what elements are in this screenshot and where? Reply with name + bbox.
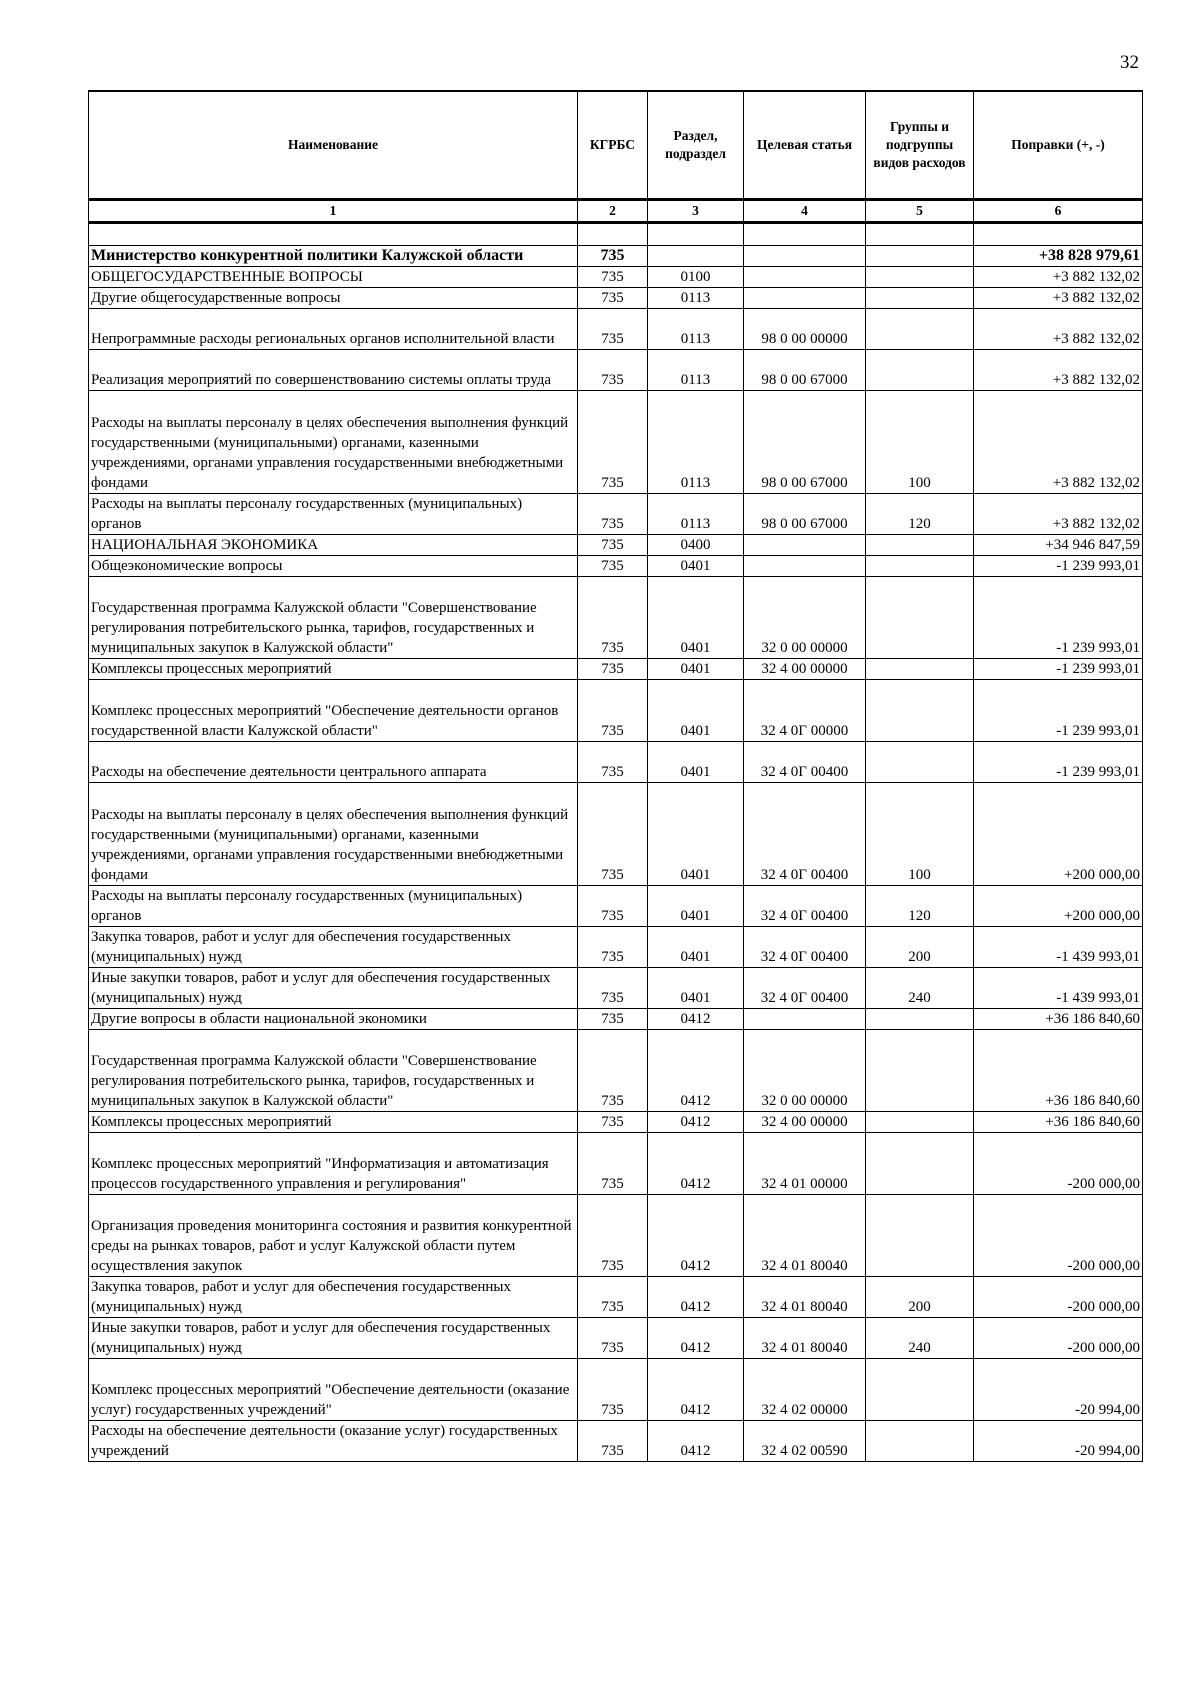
row-amount-cell: -1 239 993,01 — [974, 680, 1143, 742]
row-name-cell: Другие вопросы в области национальной экономики — [89, 1009, 578, 1030]
row-amount-cell: -200 000,00 — [974, 1318, 1143, 1359]
row-name-cell: Комплекс процессных мероприятий "Обеспечение деятельности органов государственной власти Калужской области" — [89, 680, 578, 742]
row-kgrbs-cell: 735 — [578, 1009, 648, 1030]
row-kgrbs-cell: 735 — [578, 659, 648, 680]
row-group-cell: 120 — [866, 494, 974, 535]
row-name-cell: Иные закупки товаров, работ и услуг для обеспечения государственных (муниципальных) нужд — [89, 968, 578, 1009]
row-target-cell: 32 4 01 80040 — [744, 1318, 866, 1359]
row-name-cell: Иные закупки товаров, работ и услуг для обеспечения государственных (муниципальных) нужд — [89, 1318, 578, 1359]
row-target-cell: 98 0 00 67000 — [744, 494, 866, 535]
row-name-cell: Расходы на обеспечение деятельности центрального аппарата — [89, 742, 578, 783]
table-row — [89, 1112, 1143, 1133]
row-target-cell: 98 0 00 67000 — [744, 391, 866, 494]
spacer-row — [89, 223, 1143, 246]
row-amount-cell: -20 994,00 — [974, 1421, 1143, 1462]
row-group-cell — [866, 309, 974, 350]
row-amount-cell: -200 000,00 — [974, 1133, 1143, 1195]
row-kgrbs-cell: 735 — [578, 494, 648, 535]
table-row — [89, 1421, 1143, 1462]
row-amount-cell: -200 000,00 — [974, 1195, 1143, 1277]
row-section-cell: 0400 — [648, 535, 744, 556]
row-group-cell — [866, 1009, 974, 1030]
table-row — [89, 309, 1143, 350]
row-section-cell: 0412 — [648, 1318, 744, 1359]
row-name-cell: Расходы на выплаты персоналу государственных (муниципальных) органов — [89, 494, 578, 535]
column-header-target: Целевая статья — [744, 91, 866, 200]
row-target-cell: 32 4 01 80040 — [744, 1277, 866, 1318]
row-name-cell: Закупка товаров, работ и услуг для обеспечения государственных (муниципальных) нужд — [89, 1277, 578, 1318]
row-amount-cell: +200 000,00 — [974, 783, 1143, 886]
row-name-cell: Государственная программа Калужской области "Совершенствование регулирования потребительского рынка, тарифов, государственных и муниципальных закупок в Калужской области" — [89, 577, 578, 659]
row-group-cell — [866, 350, 974, 391]
row-amount-cell: +3 882 132,02 — [974, 309, 1143, 350]
row-name-cell: Расходы на выплаты персоналу в целях обеспечения выполнения функций государственными (муниципальными) органами, казенными учреждениями, органами управления государственными внебюджетными фондами — [89, 391, 578, 494]
row-kgrbs-cell: 735 — [578, 246, 648, 267]
row-name-cell: Реализация мероприятий по совершенствованию системы оплаты труда — [89, 350, 578, 391]
row-kgrbs-cell: 735 — [578, 968, 648, 1009]
row-name-cell: НАЦИОНАЛЬНАЯ ЭКОНОМИКА — [89, 535, 578, 556]
row-name-cell: Государственная программа Калужской области "Совершенствование регулирования потребительского рынка, тарифов, государственных и муниципальных закупок в Калужской области" — [89, 1030, 578, 1112]
row-kgrbs-cell: 735 — [578, 1112, 648, 1133]
table-row — [89, 288, 1143, 309]
row-target-cell: 32 4 0Г 00400 — [744, 742, 866, 783]
column-header-section: Раздел, подраздел — [648, 91, 744, 200]
row-name-cell: Закупка товаров, работ и услуг для обеспечения государственных (муниципальных) нужд — [89, 927, 578, 968]
row-group-cell: 100 — [866, 391, 974, 494]
row-kgrbs-cell: 735 — [578, 783, 648, 886]
column-header-group: Группы и подгруппы видов расходов — [866, 91, 974, 200]
row-section-cell: 0113 — [648, 309, 744, 350]
row-group-cell — [866, 1359, 974, 1421]
row-target-cell: 32 4 01 00000 — [744, 1133, 866, 1195]
table-row — [89, 267, 1143, 288]
row-section-cell: 0113 — [648, 350, 744, 391]
row-kgrbs-cell: 735 — [578, 556, 648, 577]
row-name-cell: Комплекс процессных мероприятий "Обеспечение деятельности (оказание услуг) государственных учреждений" — [89, 1359, 578, 1421]
row-group-cell: 240 — [866, 968, 974, 1009]
row-target-cell: 32 4 0Г 00400 — [744, 968, 866, 1009]
row-name-cell: Комплексы процессных мероприятий — [89, 659, 578, 680]
row-group-cell — [866, 535, 974, 556]
table-row — [89, 783, 1143, 886]
row-amount-cell: +3 882 132,02 — [974, 350, 1143, 391]
row-target-cell: 32 4 0Г 00400 — [744, 783, 866, 886]
row-name-cell: Комплекс процессных мероприятий "Информатизация и автоматизация процессов государственного управления и регулирования" — [89, 1133, 578, 1195]
row-amount-cell: +36 186 840,60 — [974, 1009, 1143, 1030]
row-target-cell — [744, 288, 866, 309]
row-name-cell: Министерство конкурентной политики Калужской области — [89, 246, 578, 267]
row-group-cell — [866, 556, 974, 577]
row-amount-cell: -1 239 993,01 — [974, 659, 1143, 680]
row-kgrbs-cell: 735 — [578, 1277, 648, 1318]
row-group-cell — [866, 659, 974, 680]
row-target-cell: 98 0 00 67000 — [744, 350, 866, 391]
row-group-cell — [866, 577, 974, 659]
column-number: 3 — [648, 200, 744, 223]
table-row — [89, 742, 1143, 783]
row-section-cell — [648, 246, 744, 267]
row-section-cell: 0412 — [648, 1009, 744, 1030]
row-kgrbs-cell: 735 — [578, 927, 648, 968]
table-row — [89, 680, 1143, 742]
row-target-cell: 98 0 00 00000 — [744, 309, 866, 350]
row-section-cell: 0401 — [648, 659, 744, 680]
row-name-cell: Общеэкономические вопросы — [89, 556, 578, 577]
row-section-cell: 0412 — [648, 1421, 744, 1462]
row-kgrbs-cell: 735 — [578, 309, 648, 350]
row-section-cell: 0401 — [648, 886, 744, 927]
row-target-cell: 32 0 00 00000 — [744, 577, 866, 659]
row-group-cell: 120 — [866, 886, 974, 927]
row-name-cell: Другие общегосударственные вопросы — [89, 288, 578, 309]
row-amount-cell: +38 828 979,61 — [974, 246, 1143, 267]
row-amount-cell: +200 000,00 — [974, 886, 1143, 927]
row-group-cell — [866, 1195, 974, 1277]
row-amount-cell: -1 239 993,01 — [974, 742, 1143, 783]
row-name-cell: ОБЩЕГОСУДАРСТВЕННЫЕ ВОПРОСЫ — [89, 267, 578, 288]
row-amount-cell: +36 186 840,60 — [974, 1030, 1143, 1112]
row-target-cell: 32 4 01 80040 — [744, 1195, 866, 1277]
row-name-cell: Расходы на выплаты персоналу в целях обеспечения выполнения функций государственными (муниципальными) органами, казенными учреждениями, органами управления государственными внебюджетными фондами — [89, 783, 578, 886]
row-target-cell: 32 4 00 00000 — [744, 1112, 866, 1133]
row-kgrbs-cell: 735 — [578, 886, 648, 927]
table-row — [89, 1318, 1143, 1359]
row-amount-cell: +3 882 132,02 — [974, 494, 1143, 535]
table-row — [89, 391, 1143, 494]
row-section-cell: 0401 — [648, 742, 744, 783]
row-group-cell — [866, 1030, 974, 1112]
row-kgrbs-cell: 735 — [578, 1030, 648, 1112]
row-section-cell: 0412 — [648, 1195, 744, 1277]
table-row — [89, 927, 1143, 968]
row-kgrbs-cell: 735 — [578, 1318, 648, 1359]
row-kgrbs-cell: 735 — [578, 680, 648, 742]
row-name-cell: Организация проведения мониторинга состояния и развития конкурентной среды на рынках товаров, работ и услуг Калужской области путем осуществления закупок — [89, 1195, 578, 1277]
row-name-cell: Расходы на обеспечение деятельности (оказание услуг) государственных учреждений — [89, 1421, 578, 1462]
row-group-cell: 240 — [866, 1318, 974, 1359]
row-amount-cell: +34 946 847,59 — [974, 535, 1143, 556]
row-kgrbs-cell: 735 — [578, 742, 648, 783]
row-group-cell — [866, 1112, 974, 1133]
table-row — [89, 1009, 1143, 1030]
row-name-cell: Непрограммные расходы региональных органов исполнительной власти — [89, 309, 578, 350]
row-target-cell: 32 4 0Г 00000 — [744, 680, 866, 742]
column-number: 5 — [866, 200, 974, 223]
table-row — [89, 1133, 1143, 1195]
row-kgrbs-cell: 735 — [578, 288, 648, 309]
row-group-cell: 200 — [866, 927, 974, 968]
row-group-cell — [866, 1133, 974, 1195]
table-row — [89, 1359, 1143, 1421]
row-kgrbs-cell: 735 — [578, 535, 648, 556]
row-target-cell — [744, 246, 866, 267]
row-target-cell: 32 4 0Г 00400 — [744, 927, 866, 968]
table-row — [89, 1195, 1143, 1277]
row-kgrbs-cell: 735 — [578, 1133, 648, 1195]
row-section-cell: 0401 — [648, 927, 744, 968]
row-group-cell — [866, 267, 974, 288]
row-target-cell — [744, 556, 866, 577]
row-group-cell — [866, 1421, 974, 1462]
row-section-cell: 0100 — [648, 267, 744, 288]
row-section-cell: 0412 — [648, 1277, 744, 1318]
row-target-cell — [744, 1009, 866, 1030]
table-row — [89, 1030, 1143, 1112]
table-row — [89, 350, 1143, 391]
row-amount-cell: -200 000,00 — [974, 1277, 1143, 1318]
row-amount-cell: +3 882 132,02 — [974, 288, 1143, 309]
table-header-row — [89, 91, 1143, 200]
row-target-cell: 32 4 0Г 00400 — [744, 886, 866, 927]
row-target-cell — [744, 535, 866, 556]
row-section-cell: 0113 — [648, 494, 744, 535]
row-target-cell: 32 4 02 00000 — [744, 1359, 866, 1421]
budget-amendments-table — [88, 90, 1143, 1462]
row-amount-cell: -20 994,00 — [974, 1359, 1143, 1421]
row-amount-cell: +3 882 132,02 — [974, 267, 1143, 288]
column-header-name: Наименование — [89, 91, 578, 200]
row-amount-cell: -1 439 993,01 — [974, 968, 1143, 1009]
table-row — [89, 577, 1143, 659]
table-row — [89, 968, 1143, 1009]
row-section-cell: 0412 — [648, 1030, 744, 1112]
row-kgrbs-cell: 735 — [578, 391, 648, 494]
column-header-amount: Поправки (+, -) — [974, 91, 1143, 200]
column-number: 6 — [974, 200, 1143, 223]
row-section-cell: 0412 — [648, 1359, 744, 1421]
row-section-cell: 0401 — [648, 968, 744, 1009]
column-number: 2 — [578, 200, 648, 223]
column-number: 1 — [89, 200, 578, 223]
row-kgrbs-cell: 735 — [578, 1195, 648, 1277]
row-group-cell — [866, 742, 974, 783]
row-name-cell: Комплексы процессных мероприятий — [89, 1112, 578, 1133]
row-kgrbs-cell: 735 — [578, 267, 648, 288]
row-amount-cell: +3 882 132,02 — [974, 391, 1143, 494]
row-target-cell: 32 4 00 00000 — [744, 659, 866, 680]
table-row — [89, 886, 1143, 927]
row-name-cell: Расходы на выплаты персоналу государственных (муниципальных) органов — [89, 886, 578, 927]
row-group-cell — [866, 246, 974, 267]
column-number: 4 — [744, 200, 866, 223]
column-header-kgrbs: КГРБС — [578, 91, 648, 200]
table-row — [89, 246, 1143, 267]
row-section-cell: 0401 — [648, 577, 744, 659]
row-group-cell: 200 — [866, 1277, 974, 1318]
row-amount-cell: -1 239 993,01 — [974, 577, 1143, 659]
row-section-cell: 0113 — [648, 288, 744, 309]
row-section-cell: 0113 — [648, 391, 744, 494]
row-amount-cell: -1 439 993,01 — [974, 927, 1143, 968]
row-group-cell: 100 — [866, 783, 974, 886]
row-amount-cell: -1 239 993,01 — [974, 556, 1143, 577]
row-group-cell — [866, 680, 974, 742]
row-kgrbs-cell: 735 — [578, 1359, 648, 1421]
row-kgrbs-cell: 735 — [578, 577, 648, 659]
page-number: 32 — [1120, 52, 1139, 73]
table-row — [89, 1277, 1143, 1318]
table-row — [89, 494, 1143, 535]
row-amount-cell: +36 186 840,60 — [974, 1112, 1143, 1133]
row-section-cell: 0401 — [648, 783, 744, 886]
table-row — [89, 556, 1143, 577]
row-target-cell: 32 4 02 00590 — [744, 1421, 866, 1462]
row-kgrbs-cell: 735 — [578, 350, 648, 391]
row-section-cell: 0412 — [648, 1133, 744, 1195]
row-target-cell: 32 0 00 00000 — [744, 1030, 866, 1112]
row-kgrbs-cell: 735 — [578, 1421, 648, 1462]
row-target-cell — [744, 267, 866, 288]
table-row — [89, 659, 1143, 680]
row-section-cell: 0412 — [648, 1112, 744, 1133]
column-number-row — [89, 200, 1143, 223]
row-section-cell: 0401 — [648, 556, 744, 577]
row-section-cell: 0401 — [648, 680, 744, 742]
table-row — [89, 535, 1143, 556]
row-group-cell — [866, 288, 974, 309]
